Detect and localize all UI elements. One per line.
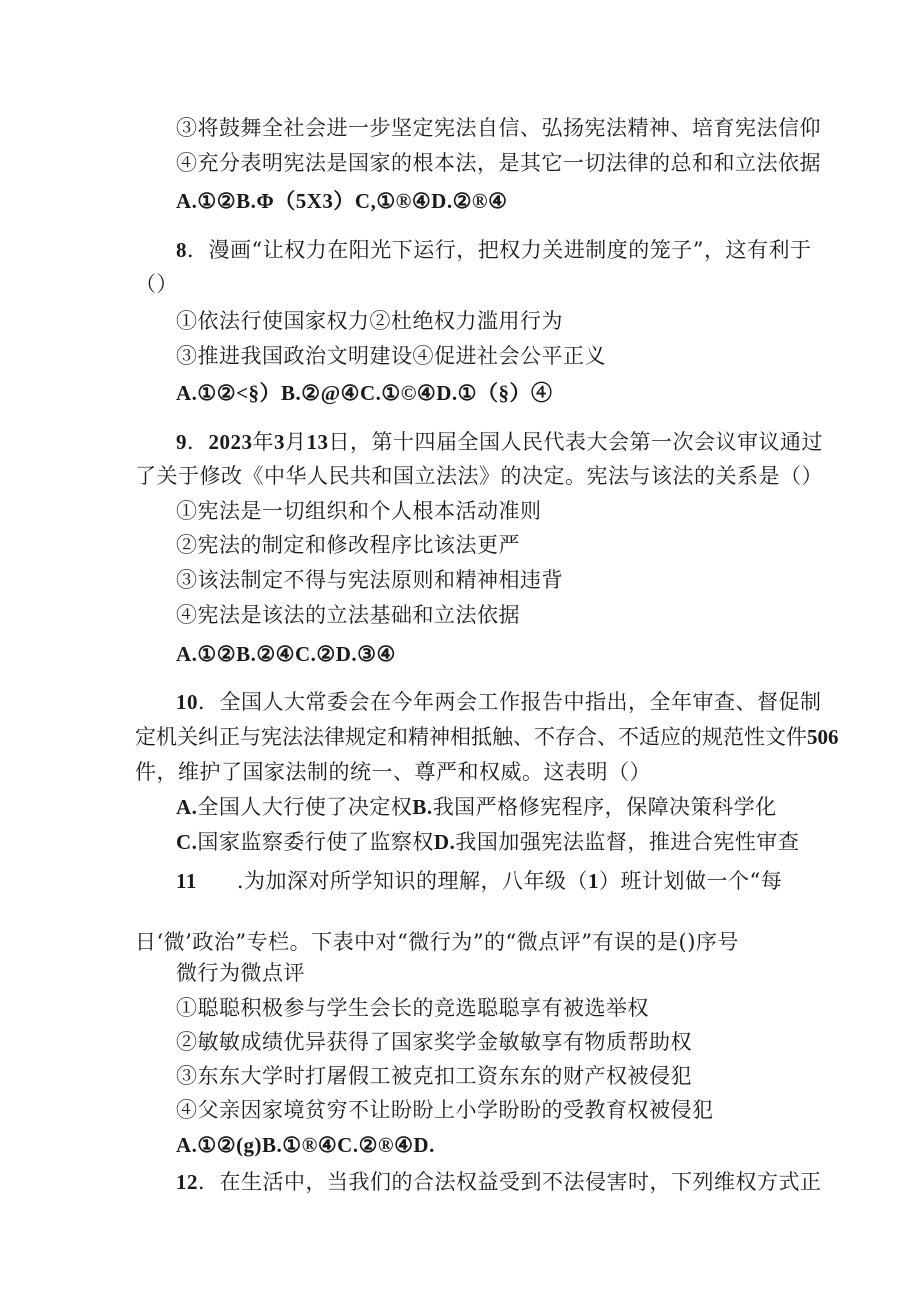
q9-option-1: ①宪法是一切组织和个人根本活动准则	[176, 499, 542, 523]
q11-number: 11	[176, 869, 197, 893]
q11-stem-line-1: 11 .为加深对所学知识的理解，八年级（1）班计划做一个“每	[176, 869, 783, 893]
q9-stem-line-1: 9．2023年3月13日，第十四届全国人民代表大会第一次会议审议通过	[176, 430, 823, 454]
q11-answer-choices: A.①②(g)B.①®④C.②®④D.	[176, 1133, 435, 1157]
q11-table-row-3: ③东东大学时打屠假工被克扣工资东东的财产权被侵犯	[176, 1064, 692, 1088]
q11-table-header: 微行为微点评	[176, 961, 305, 985]
q8-options-3-4: ③推进我国政治文明建设④促进社会公平正义	[176, 344, 606, 368]
q11-stem-line-2: 日‘微’政治”专栏。下表中对“微行为”的“微点评”有误的是()序号	[135, 930, 739, 954]
q10-stem-line-3: 件，维护了国家法制的统一、尊严和权威。这表明（）	[135, 760, 651, 784]
q10-number: 10	[176, 690, 198, 714]
q11-table-row-2: ②敏敏成绩优异获得了国家奖学金敏敏享有物质帮助权	[176, 1030, 692, 1054]
q9-number: 9	[176, 430, 187, 454]
q10-stem-line-2: 定机关纠正与宪法法律规定和精神相抵触、不存合、不适应的规范性文件506	[135, 725, 839, 749]
q7-option-4: ④充分表明宪法是国家的根本法，是其它一切法律的总和和立法依据	[176, 151, 821, 175]
q11-table-row-4: ④父亲因家境贫穷不让盼盼上小学盼盼的受教育权被侵犯	[176, 1098, 714, 1122]
q8-stem-line-2: （）	[135, 272, 178, 296]
q8-options-1-2: ①依法行使国家权力②杜绝权力滥用行为	[176, 309, 563, 333]
q8-number: 8	[176, 238, 187, 262]
q9-option-3: ③该法制定不得与宪法原则和精神相违背	[176, 568, 563, 592]
q9-answer-choices: A.①②B.②④C.②D.③④	[176, 642, 396, 666]
q8-stem-line-1: 8．漫画“让权力在阳光下运行，把权力关进制度的笼子”，这有利于	[176, 238, 812, 262]
q9-option-4: ④宪法是该法的立法基础和立法依据	[176, 603, 520, 627]
q12-stem-line-1: 12．在生活中，当我们的合法权益受到不法侵害时，下列维权方式正	[176, 1170, 822, 1194]
q9-option-2: ②宪法的制定和修改程序比该法更严	[176, 533, 520, 557]
q10-options-a-b: A.全国人大行使了决定权B.我国严格修宪程序，保障决策科学化	[176, 795, 777, 819]
q7-option-3: ③将鼓舞全社会进一步坚定宪法自信、弘扬宪法精神、培育宪法信仰	[176, 116, 821, 140]
q8-answer-choices: A.①②<§）B.②@④C.①©④D.①（§）④	[176, 381, 553, 405]
q9-stem-line-2: 了关于修改《中华人民共和国立法法》的决定。宪法与该法的关系是（）	[135, 464, 823, 488]
q11-table-row-1: ①聪聪积极参与学生会长的竞选聪聪享有被选举权	[176, 996, 649, 1020]
q12-number: 12	[176, 1170, 198, 1194]
q10-options-c-d: C.国家监察委行使了监察权D.我国加强宪法监督，推进合宪性审查	[176, 830, 800, 854]
q10-stem-line-1: 10．全国人大常委会在今年两会工作报告中指出，全年审查、督促制	[176, 690, 822, 714]
q7-answer-choices: A.①②B.Φ（5X3）C,①®④D.②®④	[176, 189, 508, 213]
